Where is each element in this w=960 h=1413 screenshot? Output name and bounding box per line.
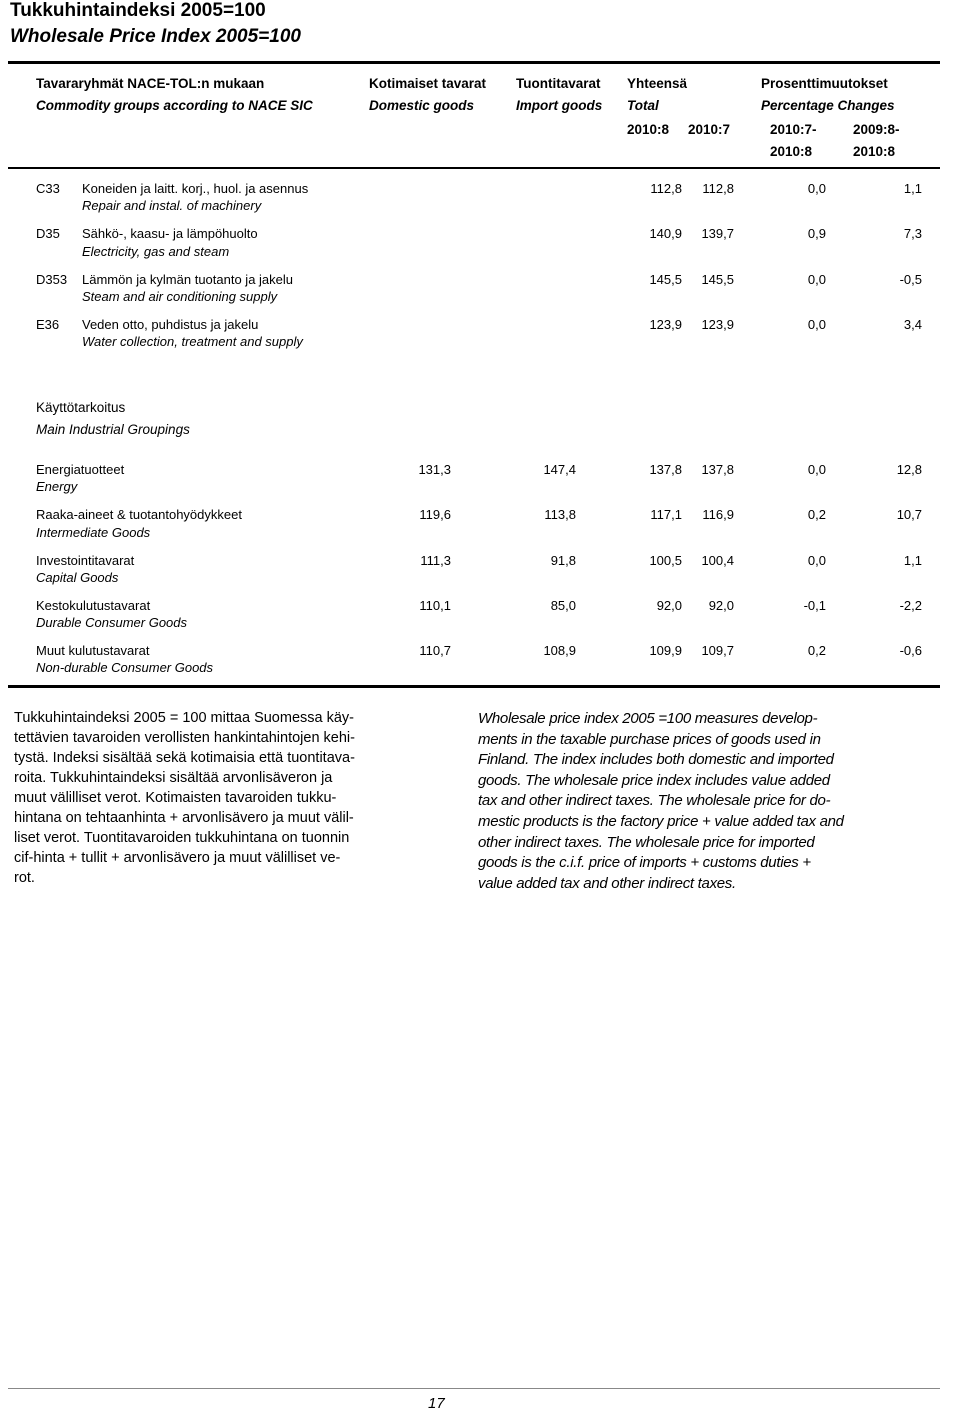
header-group-fi: Tavararyhmät NACE-TOL:n mukaan — [36, 76, 265, 91]
row-pct-month: 0,0 — [807, 272, 826, 287]
row-pct-month: -0,1 — [803, 598, 826, 613]
row-pct-month: 0,0 — [807, 317, 826, 332]
row-label-fi: Koneiden ja laitt. korj., huol. ja asennus — [82, 181, 309, 196]
row-label-en: Non-durable Consumer Goods — [36, 660, 214, 675]
note-english — [478, 709, 878, 894]
row-label-en: Electricity, gas and steam — [82, 244, 230, 259]
row-label-en: Capital Goods — [36, 570, 119, 585]
row-import: 91,8 — [550, 553, 576, 568]
row-import: 85,0 — [550, 598, 576, 613]
note-line: hintana on tehtaanhinta + arvonlisävero ja muut välil- — [14, 810, 354, 826]
row-total-2010-8: 140,9 — [649, 226, 682, 241]
row-pct-year: 1,1 — [903, 553, 922, 568]
row-label-en: Intermediate Goods — [36, 525, 151, 540]
mig-heading-en: Main Industrial Groupings — [36, 422, 190, 437]
row-total-2010-7: 112,8 — [702, 181, 734, 196]
header-col-2010-8: 2010:8 — [627, 122, 670, 137]
row-label-fi: Energiatuotteet — [36, 462, 125, 477]
row-code: E36 — [36, 317, 60, 332]
row-total-2010-7: 100,4 — [701, 553, 734, 568]
row-domestic: 110,1 — [419, 598, 451, 613]
row-total-2010-7: 137,8 — [701, 462, 734, 477]
row-pct-month: 0,2 — [807, 507, 826, 522]
note-line: rot. — [14, 870, 35, 886]
row-import: 113,8 — [544, 507, 576, 522]
row-import: 108,9 — [543, 643, 576, 658]
row-pct-year: 1,1 — [903, 181, 922, 196]
row-total-2010-7: 109,7 — [701, 643, 734, 658]
row-total-2010-7: 145,5 — [701, 272, 734, 287]
row-total-2010-8: 100,5 — [649, 553, 682, 568]
note-line: value added tax and other indirect taxes. — [478, 874, 736, 892]
page-title-fi: Tukkuhintaindeksi 2005=100 — [10, 0, 266, 21]
row-domestic: 119,6 — [419, 507, 451, 522]
row-pct-year: -2,2 — [899, 598, 922, 613]
row-label-fi: Sähkö-, kaasu- ja lämpöhuolto — [82, 226, 258, 241]
row-pct-year: 3,4 — [903, 317, 922, 332]
row-pct-month: 0,2 — [807, 643, 826, 658]
note-line: ments in the taxable purchase prices of goods used in — [478, 730, 821, 748]
row-label-en: Durable Consumer Goods — [36, 615, 188, 630]
note-line: roita. Tukkuhintaindeksi sisältää arvonlisäveron ja — [14, 770, 333, 786]
note-line: muut välilliset verot. Kotimaisten tavaroiden tukku- — [14, 790, 337, 806]
row-label-fi: Lämmön ja kylmän tuotanto ja jakelu — [82, 272, 294, 287]
row-pct-year: 10,7 — [896, 507, 922, 522]
note-line: goods. The wholesale price index includes value added — [478, 771, 830, 789]
header-col-pct1-b: 2010:8 — [770, 144, 813, 159]
header-col-pct2-b: 2010:8 — [853, 144, 896, 159]
row-pct-month: 0,9 — [807, 226, 826, 241]
note-line: cif-hinta + tullit + arvonlisävero ja muut välilliset ve- — [14, 850, 341, 866]
row-total-2010-8: 112,8 — [650, 181, 682, 196]
note-line: tax and other indirect taxes. The wholesale price for do- — [478, 792, 831, 810]
row-total-2010-7: 92,0 — [708, 598, 734, 613]
header-col-2010-7: 2010:7 — [688, 122, 731, 137]
row-total-2010-8: 92,0 — [656, 598, 682, 613]
row-label-fi: Muut kulutustavarat — [36, 643, 150, 658]
row-domestic: 131,3 — [418, 462, 451, 477]
row-pct-year: -0,5 — [899, 272, 922, 287]
header-col-pct2-a: 2009:8- — [853, 122, 900, 137]
header-import-fi: Tuontitavarat — [516, 76, 601, 91]
row-pct-month: 0,0 — [807, 553, 826, 568]
header-bottom-rule — [8, 167, 940, 169]
footer-rule — [8, 1388, 940, 1389]
note-line: Tukkuhintaindeksi 2005 = 100 mittaa Suomessa käy- — [14, 710, 354, 726]
row-domestic: 111,3 — [420, 553, 451, 568]
header-pct-fi: Prosenttimuutokset — [761, 76, 888, 91]
row-label-en: Water collection, treatment and supply — [82, 334, 303, 349]
row-total-2010-8: 145,5 — [649, 272, 682, 287]
row-label-en: Steam and air conditioning supply — [82, 289, 278, 304]
row-pct-month: 0,0 — [807, 181, 826, 196]
mig-heading-fi: Käyttötarkoitus — [36, 400, 126, 415]
header-import-en: Import goods — [516, 98, 603, 113]
note-line: liset verot. Tuontitavaroiden tukkuhintana on tuonnin — [14, 830, 350, 846]
row-domestic: 110,7 — [419, 643, 451, 658]
header-group-en: Commodity groups according to NACE SIC — [36, 98, 313, 113]
note-finnish — [14, 708, 394, 888]
header-pct-en: Percentage Changes — [761, 98, 895, 113]
header-top-rule — [8, 61, 940, 64]
row-label-fi: Investointitavarat — [36, 553, 135, 568]
header-domestic-fi: Kotimaiset tavarat — [369, 76, 487, 91]
note-line: goods is the c.i.f. price of imports + customs duties + — [478, 854, 811, 872]
header-total-fi: Yhteensä — [627, 76, 688, 91]
page-title-en: Wholesale Price Index 2005=100 — [10, 26, 301, 47]
note-line: tystä. Indeksi sisältää sekä kotimaisia että tuontitava- — [14, 750, 355, 766]
table-bottom-rule — [8, 685, 940, 688]
note-line: tettävien tavaroiden verollisten hankintahintojen kehi- — [14, 730, 355, 746]
row-label-fi: Veden otto, puhdistus ja jakelu — [82, 317, 259, 332]
row-label-en: Repair and instal. of machinery — [82, 198, 262, 213]
row-total-2010-8: 123,9 — [649, 317, 682, 332]
note-line: mestic products is the factory price + value added tax and — [478, 812, 844, 830]
row-code: C33 — [36, 181, 60, 196]
row-total-2010-8: 117,1 — [650, 507, 682, 522]
row-code: D35 — [36, 226, 60, 241]
row-label-en: Energy — [36, 479, 78, 494]
note-line: Wholesale price index 2005 =100 measures develop- — [478, 710, 818, 727]
note-line: Finland. The index includes both domestic and imported — [478, 751, 834, 769]
row-total-2010-8: 109,9 — [649, 643, 682, 658]
row-pct-year: 7,3 — [903, 226, 922, 241]
header-col-pct1-a: 2010:7- — [770, 122, 817, 137]
header-domestic-en: Domestic goods — [369, 98, 475, 113]
row-total-2010-7: 139,7 — [701, 226, 734, 241]
page-number: 17 — [428, 1395, 445, 1412]
row-label-fi: Raaka-aineet & tuotantohyödykkeet — [36, 507, 242, 522]
row-pct-year: -0,6 — [899, 643, 922, 658]
header-total-en: Total — [627, 98, 659, 113]
row-total-2010-7: 116,9 — [702, 507, 734, 522]
row-code: D353 — [36, 272, 68, 287]
row-import: 147,4 — [543, 462, 576, 477]
row-total-2010-7: 123,9 — [701, 317, 734, 332]
note-line: other indirect taxes. The wholesale price for imported — [478, 833, 815, 851]
row-pct-year: 12,8 — [896, 462, 922, 477]
row-pct-month: 0,0 — [807, 462, 826, 477]
row-total-2010-8: 137,8 — [649, 462, 682, 477]
row-label-fi: Kestokulutustavarat — [36, 598, 151, 613]
